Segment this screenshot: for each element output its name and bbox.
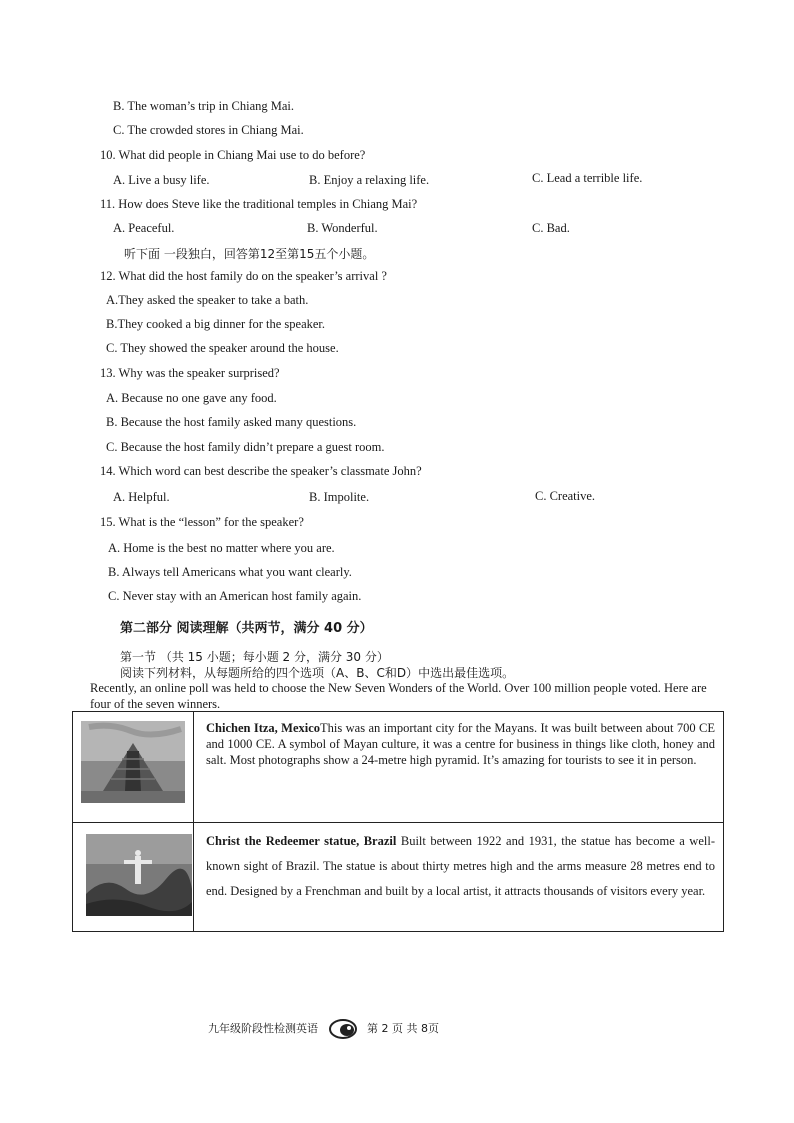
q9-option-b: B. The woman’s trip in Chiang Mai.	[113, 99, 295, 113]
wonders-table	[72, 711, 724, 932]
wonder-photo-cell	[73, 823, 194, 932]
wonder-description	[194, 823, 724, 932]
q13-option-c: C. Because the host family didn’t prepare a guest room.	[106, 440, 385, 454]
part2-section1: 第一节 （共 15 小题；每小题 2 分，满分 30 分）	[120, 650, 389, 664]
question-12: 12. What did the host family do on the speaker’s arrival ?	[100, 269, 387, 283]
q14-option-c: C. Creative.	[535, 489, 596, 503]
q15-option-c: C. Never stay with an American host family again.	[108, 589, 362, 603]
question-13: 13. Why was the speaker surprised?	[100, 366, 280, 380]
pyramid-photo-icon	[81, 721, 185, 803]
q13-option-a: A. Because no one gave any food.	[106, 391, 277, 405]
q12-option-c: C. They showed the speaker around the house.	[106, 341, 339, 355]
q14-option-a: A. Helpful.	[113, 490, 170, 504]
listening-instruction: 听下面 一段独白，回答第12至第15五个小题。	[124, 247, 375, 261]
q11-option-b: B. Wonderful.	[307, 221, 378, 235]
page-footer	[208, 1018, 439, 1040]
statue-photo-icon	[86, 834, 192, 916]
wonder-row	[73, 823, 724, 932]
wonder-name: Chichen Itza, Mexico	[206, 721, 321, 735]
reading-intro: Recently, an online poll was held to choose the New Seven Wonders of the World. Over 100 million people voted. Here are four of the seven winners.	[90, 681, 707, 711]
wonder-text: This was an important city for the Mayans. It was built between about 700 CE and 1000 CE. A symbol of Mayan culture, it was a centre for business in things like cloth, honey and salt. Most photographs show a 24-metre high pyramid. It’s amazing for tourists to see it in person.	[206, 721, 715, 767]
wonder-photo-cell	[73, 712, 194, 823]
q11-option-c: C. Bad.	[532, 221, 570, 235]
school-logo-icon	[328, 1018, 358, 1040]
question-10: 10. What did people in Chiang Mai use to do before?	[100, 148, 366, 162]
part2-instruction: 阅读下列材料，从每题所给的四个选项（A、B、C和D）中选出最佳选项。	[120, 666, 515, 680]
q12-option-a: A.They asked the speaker to take a bath.	[106, 293, 309, 307]
q10-option-a: A. Live a busy life.	[113, 173, 210, 187]
question-11: 11. How does Steve like the traditional temples in Chiang Mai?	[100, 197, 418, 211]
wonder-row	[73, 712, 724, 823]
question-14: 14. Which word can best describe the speaker’s classmate John?	[100, 464, 422, 478]
q11-option-a: A. Peaceful.	[113, 221, 175, 235]
q15-option-a: A. Home is the best no matter where you are.	[108, 541, 335, 555]
question-15: 15. What is the “lesson” for the speaker?	[100, 515, 304, 529]
wonder-description	[194, 712, 724, 823]
q12-option-b: B.They cooked a big dinner for the speaker.	[106, 317, 326, 331]
footer-exam-name: 九年级阶段性检测英语	[208, 1022, 318, 1035]
q10-option-c: C. Lead a terrible life.	[532, 171, 643, 185]
q9-option-c: C. The crowded stores in Chiang Mai.	[113, 123, 304, 137]
q10-option-b: B. Enjoy a relaxing life.	[309, 173, 430, 187]
footer-page-number: 第 2 页 共 8页	[367, 1022, 439, 1035]
q15-option-b: B. Always tell Americans what you want clearly.	[108, 565, 352, 579]
q13-option-b: B. Because the host family asked many questions.	[106, 415, 357, 429]
part2-title: 第二部分 阅读理解（共两节，满分 40 分）	[120, 621, 373, 636]
wonder-name: Christ the Redeemer statue, Brazil	[206, 834, 397, 848]
q14-option-b: B. Impolite.	[309, 490, 370, 504]
wonder-text: Built between 1922 and 1931, the statue has become a well-known sight of Brazil. The statue is about thirty metres high and the arms measure 28 metres end to end. Designed by a Frenchman and built by a local artist, it attracts thousands of visitors every year.	[206, 834, 715, 898]
